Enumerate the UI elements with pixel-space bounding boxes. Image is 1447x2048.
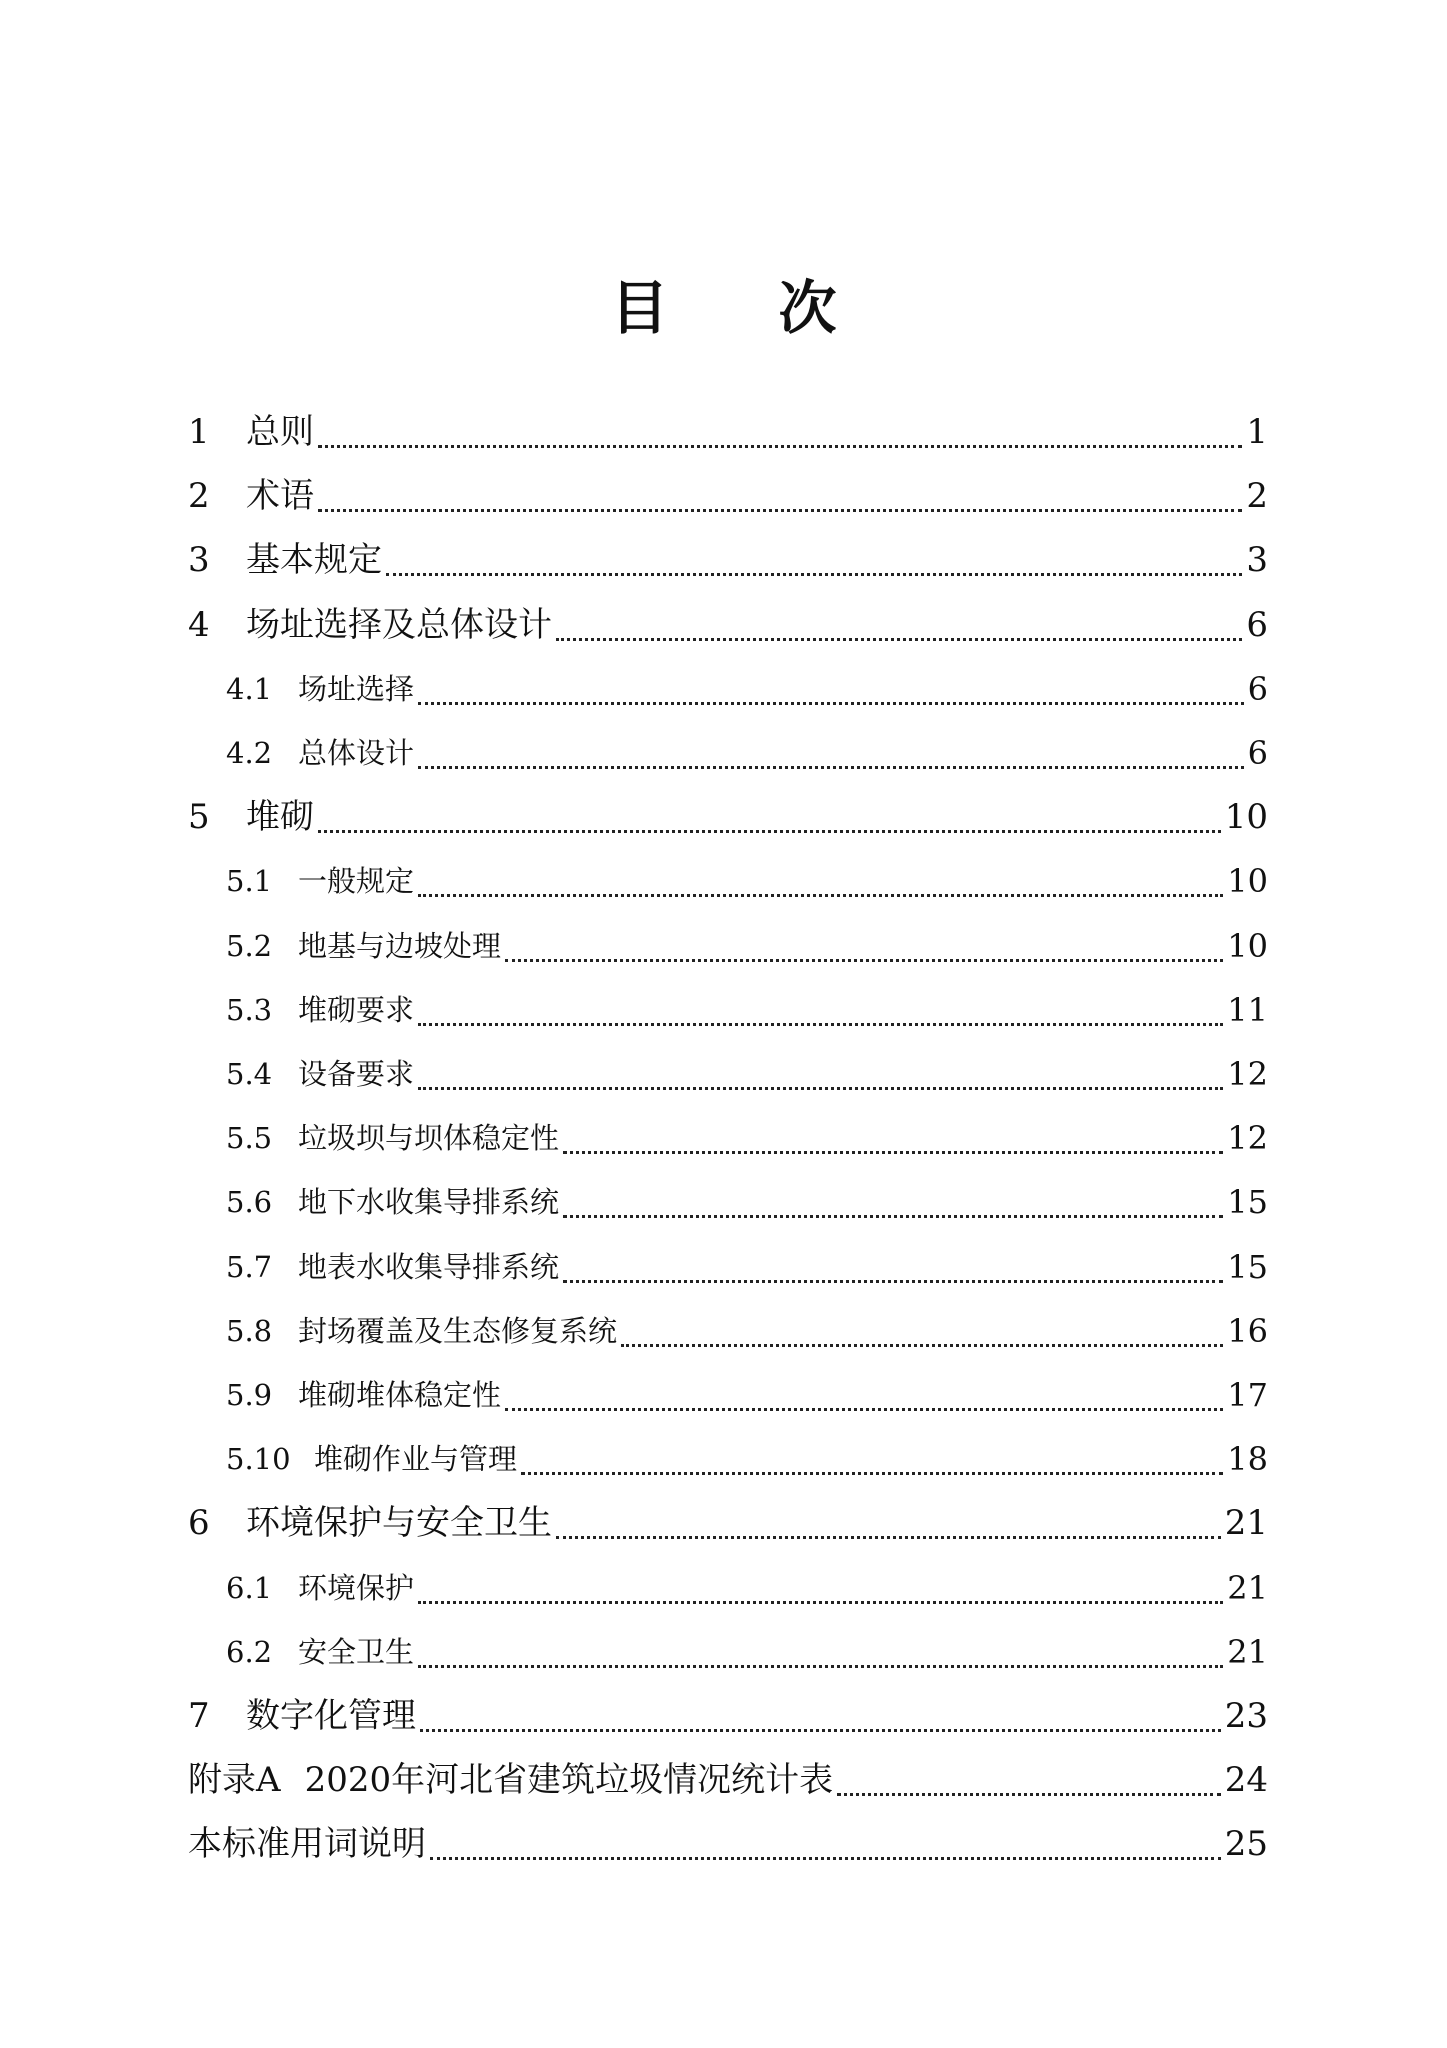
dot-leader	[418, 1601, 1223, 1604]
toc-entry-page-number: 10	[1227, 862, 1268, 900]
toc-entry[interactable]	[188, 1495, 1268, 1551]
toc-entry-title: 场址选择	[298, 672, 415, 706]
toc-entry-number: 5.3	[226, 993, 273, 1027]
toc-entry-title: 地基与边坡处理	[298, 929, 502, 963]
toc-entry[interactable]	[188, 404, 1268, 460]
toc-entry[interactable]	[188, 1239, 1268, 1295]
dot-leader	[563, 1151, 1223, 1154]
dot-leader	[418, 894, 1223, 897]
toc-entry-title: 环境保护与安全卫生	[246, 1503, 552, 1543]
toc-entry-page-number: 15	[1227, 1183, 1268, 1221]
toc-entry-page-number: 2	[1246, 476, 1268, 516]
toc-entry-page-number: 1	[1246, 412, 1268, 452]
toc-entry-number: 5.10	[226, 1442, 291, 1476]
dot-leader	[318, 509, 1242, 512]
toc-entry-number: 5	[188, 797, 210, 837]
dot-leader	[621, 1344, 1223, 1347]
toc-entry-title: 安全卫生	[298, 1635, 415, 1669]
toc-entry-title: 总体设计	[298, 736, 415, 770]
toc-entry-page-number: 3	[1246, 540, 1268, 580]
toc-entry-title: 数字化管理	[246, 1696, 416, 1736]
toc-entry-title: 2020年河北省建筑垃圾情况统计表	[304, 1760, 834, 1800]
dot-leader	[563, 1280, 1223, 1283]
toc-entry-title: 堆砌堆体稳定性	[298, 1378, 502, 1412]
dot-leader	[837, 1793, 1221, 1796]
toc-entry-title: 一般规定	[298, 864, 415, 898]
toc-entry-title: 堆砌要求	[298, 993, 415, 1027]
toc-entry-number: 4.2	[226, 736, 273, 770]
toc-entry[interactable]	[188, 1752, 1268, 1808]
dot-leader	[418, 1023, 1223, 1026]
dot-leader	[521, 1472, 1223, 1475]
toc-entry-title: 总则	[246, 412, 314, 452]
toc-entry-number: 5.1	[226, 864, 273, 898]
toc-entry-page-number: 24	[1224, 1760, 1268, 1800]
toc-entry-number: 3	[188, 540, 210, 580]
toc-entry-number: 附录A	[188, 1760, 281, 1800]
dot-leader	[418, 1665, 1223, 1668]
toc-entry-title: 垃圾坝与坝体稳定性	[298, 1121, 560, 1155]
dot-leader	[556, 1536, 1221, 1539]
toc-entry-page-number: 15	[1227, 1248, 1268, 1286]
toc-entry[interactable]	[188, 1560, 1268, 1616]
toc-entry-title: 设备要求	[298, 1057, 415, 1091]
title-char-1: 目	[610, 274, 669, 342]
toc-entry[interactable]	[188, 597, 1268, 653]
dot-leader	[505, 1408, 1223, 1411]
dot-leader	[386, 573, 1242, 576]
toc-entry[interactable]	[188, 1688, 1268, 1744]
toc-entry-page-number: 21	[1227, 1569, 1268, 1607]
toc-entry-number: 5.5	[226, 1121, 273, 1155]
toc-entry[interactable]	[188, 918, 1268, 974]
toc-entry-page-number: 16	[1227, 1312, 1268, 1350]
toc-entry[interactable]	[188, 661, 1268, 717]
dot-leader	[505, 959, 1223, 962]
toc-entry-page-number: 18	[1227, 1440, 1268, 1478]
toc-entry-number: 1	[188, 412, 210, 452]
toc-entry-title: 环境保护	[298, 1571, 415, 1605]
toc-entry-number: 7	[188, 1696, 210, 1736]
toc-entry-number: 4	[188, 605, 210, 645]
dot-leader	[418, 702, 1244, 705]
toc-entry-page-number: 6	[1247, 670, 1268, 708]
toc-entry-title: 地下水收集导排系统	[298, 1185, 560, 1219]
toc-entry-number: 5.9	[226, 1378, 273, 1412]
toc-entry[interactable]	[188, 468, 1268, 524]
toc-entry-title: 基本规定	[246, 540, 382, 580]
toc-entry[interactable]	[188, 1816, 1268, 1872]
dot-leader	[418, 766, 1244, 769]
toc-entry[interactable]	[188, 853, 1268, 909]
toc-entry-page-number: 21	[1224, 1503, 1268, 1543]
toc-entry[interactable]	[188, 1624, 1268, 1680]
dot-leader	[318, 830, 1221, 833]
toc-entry[interactable]	[188, 1174, 1268, 1230]
toc-entry-title: 术语	[246, 476, 314, 516]
toc-entry-page-number: 6	[1246, 605, 1268, 645]
toc-entry[interactable]	[188, 725, 1268, 781]
toc-entry-title: 场址选择及总体设计	[246, 605, 552, 645]
toc-entry-page-number: 10	[1224, 797, 1268, 837]
toc-entry[interactable]	[188, 1367, 1268, 1423]
toc-entry-number: 2	[188, 476, 210, 516]
toc-entry-page-number: 6	[1247, 734, 1268, 772]
toc-entry-page-number: 10	[1227, 927, 1268, 965]
dot-leader	[420, 1729, 1221, 1732]
toc-entry-number: 5.2	[226, 929, 273, 963]
toc-entry-number: 5.7	[226, 1250, 273, 1284]
toc-entry-number: 5.4	[226, 1057, 273, 1091]
toc-entry-number: 4.1	[226, 672, 273, 706]
toc-entry-page-number: 12	[1227, 1055, 1268, 1093]
dot-leader	[318, 445, 1242, 448]
page-title	[0, 268, 1447, 348]
dot-leader	[430, 1857, 1221, 1860]
dot-leader	[556, 638, 1242, 641]
toc-entry-title: 地表水收集导排系统	[298, 1250, 560, 1284]
dot-leader	[418, 1087, 1223, 1090]
toc-entry[interactable]	[188, 1303, 1268, 1359]
toc-entry-number: 6.2	[226, 1635, 273, 1669]
toc-entry-page-number: 11	[1227, 991, 1268, 1029]
toc-entry[interactable]	[188, 1110, 1268, 1166]
toc-entry-page-number: 12	[1227, 1119, 1268, 1157]
toc-entry-page-number: 17	[1227, 1376, 1268, 1414]
toc-entry-title: 本标准用词说明	[188, 1824, 426, 1864]
toc-entry-number: 5.8	[226, 1314, 273, 1348]
toc-entry-page-number: 21	[1227, 1633, 1268, 1671]
title-char-2: 次	[778, 274, 837, 342]
toc-entry-title: 封场覆盖及生态修复系统	[298, 1314, 618, 1348]
toc-entry[interactable]	[188, 789, 1268, 845]
toc-entry[interactable]	[188, 532, 1268, 588]
toc-entry-number: 6.1	[226, 1571, 273, 1605]
toc-entry-title: 堆砌作业与管理	[314, 1442, 518, 1476]
dot-leader	[563, 1215, 1223, 1218]
toc-entry-number: 6	[188, 1503, 210, 1543]
toc-entry[interactable]	[188, 982, 1268, 1038]
toc-entry-number: 5.6	[226, 1185, 273, 1219]
toc-entry-page-number: 23	[1224, 1696, 1268, 1736]
toc-entry-page-number: 25	[1224, 1824, 1268, 1864]
toc-entry[interactable]	[188, 1046, 1268, 1102]
toc-entry-title: 堆砌	[246, 797, 314, 837]
toc-entry[interactable]	[188, 1431, 1268, 1487]
